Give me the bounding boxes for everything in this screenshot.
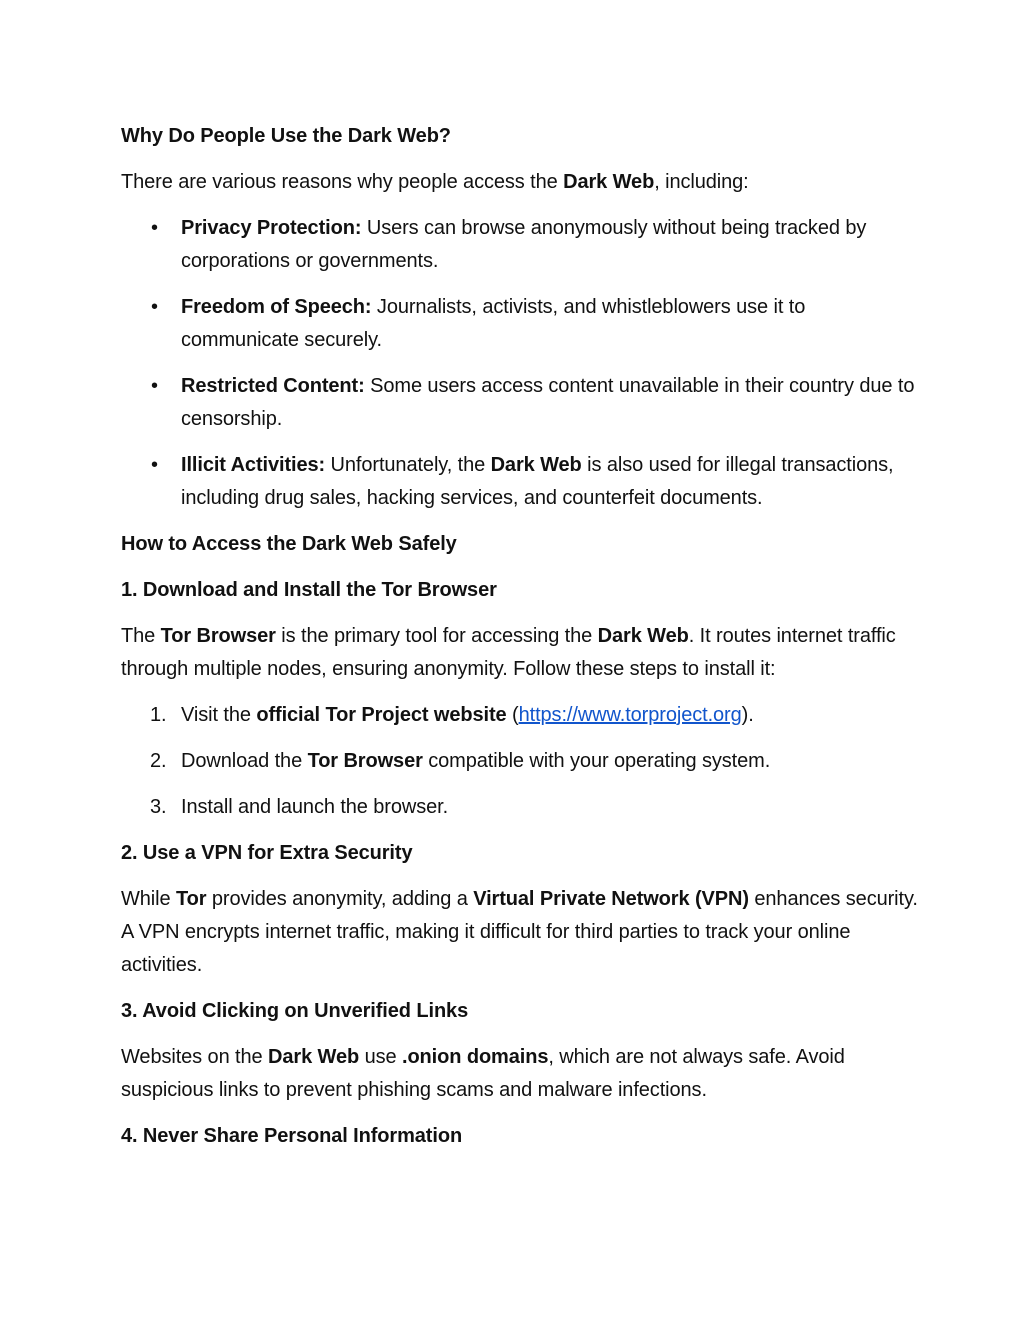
item-label: Freedom of Speech: [181, 296, 372, 318]
bold-run: Tor [175, 888, 207, 910]
bullet-marker: • [151, 296, 158, 318]
heading-step-4: 4. Never Share Personal Information [121, 1125, 463, 1147]
bold-run: Virtual Private Network (VPN) [473, 888, 749, 910]
document-page [121, 120, 921, 1166]
list-item [121, 370, 921, 436]
list-item [121, 212, 921, 278]
item-text: Visit the [181, 704, 257, 726]
install-steps-list [121, 699, 921, 824]
bold-run: Dark Web [268, 1046, 360, 1068]
list-item [121, 449, 921, 515]
paragraph-why-intro [121, 166, 921, 199]
heading-step-2: 2. Use a VPN for Extra Security [121, 842, 413, 864]
bold-run: Dark Web [597, 625, 689, 647]
text-run: Websites on the [121, 1046, 269, 1068]
item-text: compatible with your operating system. [422, 750, 771, 772]
item-text: ( [506, 704, 519, 726]
item-text: Users can browse anonymously without being tracked by corporations or governments. [181, 217, 867, 272]
text-run: , including: [654, 171, 749, 193]
text-run: enhances security. A VPN encrypts internet traffic, making it difficult for third parties to track your online activities. [121, 888, 918, 976]
text-run: use [359, 1046, 402, 1068]
bold-run: Dark Web [563, 171, 655, 193]
text-run: . It routes internet traffic through multiple nodes, ensuring anonymity. Follow these steps to install it: [121, 625, 896, 680]
list-item [121, 745, 921, 778]
paragraph-step-1 [121, 620, 921, 686]
paragraph-step-2 [121, 883, 921, 982]
bold-run: official Tor Project website [256, 704, 507, 726]
bold-run: Dark Web [490, 454, 582, 476]
torproject-link[interactable]: https://www.torproject.org [518, 704, 742, 726]
number-marker: 2. [150, 750, 167, 772]
item-label: Restricted Content: [181, 375, 365, 397]
item-label: Privacy Protection: [181, 217, 362, 239]
bold-run: .onion domains [401, 1046, 549, 1068]
text-run: , which are not always safe. Avoid suspicious links to prevent phishing scams and malware infections. [121, 1046, 845, 1101]
bullet-marker: • [151, 454, 158, 476]
number-marker: 3. [150, 796, 167, 818]
item-text: Download the [181, 750, 308, 772]
bullet-marker: • [151, 217, 158, 239]
heading-why: Why Do People Use the Dark Web? [121, 125, 451, 147]
item-text: Journalists, activists, and whistleblowers use it to communicate securely. [181, 296, 806, 351]
heading-how-to-access: How to Access the Dark Web Safely [121, 533, 457, 555]
text-run: provides anonymity, adding a [206, 888, 474, 910]
text-run: There are various reasons why people access the [121, 171, 564, 193]
reasons-list [121, 212, 921, 515]
text-run: is the primary tool for accessing the [275, 625, 598, 647]
bullet-marker: • [151, 375, 158, 397]
heading-step-3: 3. Avoid Clicking on Unverified Links [121, 1000, 469, 1022]
text-run: While [121, 888, 176, 910]
item-text: Some users access content unavailable in their country due to censorship. [181, 375, 915, 430]
item-text: is also used for illegal transactions, including drug sales, hacking services, and counterfeit documents. [181, 454, 894, 509]
list-item [121, 291, 921, 357]
number-marker: 1. [150, 704, 167, 726]
item-text: Install and launch the browser. [181, 796, 449, 818]
text-run: The [121, 625, 161, 647]
item-text: Unfortunately, the [325, 454, 491, 476]
paragraph-step-3 [121, 1041, 921, 1107]
list-item [121, 699, 921, 732]
item-label: Illicit Activities: [181, 454, 326, 476]
list-item [121, 791, 921, 824]
bold-run: Tor Browser [160, 625, 276, 647]
heading-step-1: 1. Download and Install the Tor Browser [121, 579, 497, 601]
item-text: ). [741, 704, 754, 726]
bold-run: Tor Browser [307, 750, 423, 772]
